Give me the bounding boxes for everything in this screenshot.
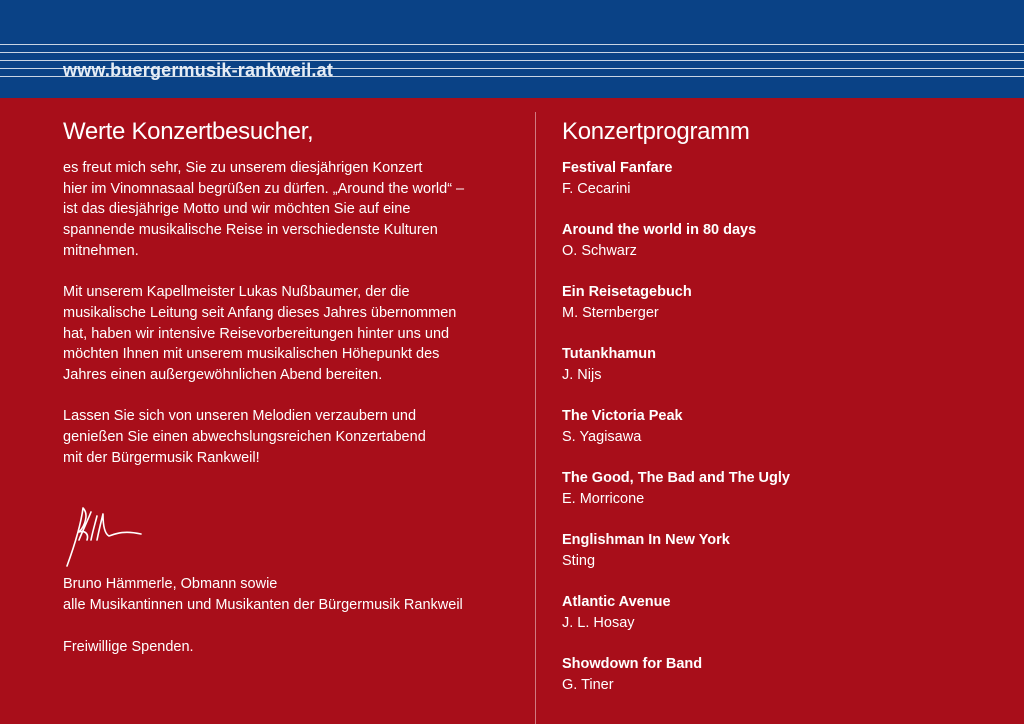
piece-title: The Good, The Bad and The Ugly [562,470,790,486]
piece-title: The Victoria Peak [562,408,683,424]
piece-title: Festival Fanfare [562,160,673,176]
composer-name: S. Yagisawa [562,428,642,445]
program-item [562,530,1002,592]
composer-name: Sting [562,552,596,569]
composer-name: J. L. Hosay [562,614,635,631]
letter-body [63,158,523,469]
letter-paragraph: Mit unserem Kapellmeister Lukas Nußbaumer, der die musikalische Leitung seit Anfang dieses Jahres übernommen hat, haben wir intensive Reisevorbereitungen hinter uns und möchten Ihnen mit unserem musikalischen Höhepunkt des Jahres einen außergewöhnlichen Abend bereiten. [63,284,457,384]
piece-title: Ein Reisetagebuch [562,284,692,300]
letter-heading: Werte Konzertbesucher, [63,118,314,145]
composer-name: J. Nijs [562,366,602,383]
column-divider [535,112,536,724]
composer-name: M. Sternberger [562,304,659,321]
program-item [562,406,1002,468]
piece-title: Around the world in 80 days [562,222,757,238]
staff-line [0,52,1024,53]
concert-program [562,116,1002,716]
program-item [562,654,1002,716]
program-item [562,158,1002,220]
header-banner [0,0,1024,98]
composer-name: G. Tiner [562,676,614,693]
program-heading: Konzertprogramm [562,118,750,145]
composer-name: E. Morricone [562,490,645,507]
piece-title: Showdown for Band [562,656,703,672]
program-item [562,592,1002,654]
program-item [562,282,1002,344]
composer-name: O. Schwarz [562,242,637,259]
piece-title: Englishman In New York [562,532,730,548]
staff-line [0,44,1024,45]
signature-image [63,500,153,572]
program-list [562,158,1002,716]
composer-name: F. Cecarini [562,180,631,197]
program-item [562,344,1002,406]
program-item [562,220,1002,282]
program-item [562,468,1002,530]
letter-paragraph: Lassen Sie sich von unseren Melodien verzaubern und genießen Sie einen abwechslungsreichen Konzertabend mit der Bürgermusik Rankweil! [63,408,426,466]
letter-paragraph: es freut mich sehr, Sie zu unserem diesjährigen Konzert hier im Vinomnasaal begrüßen zu dürfen. „Around the world“ – ist das diesjährige Motto und wir möchten Sie auf eine spannende musikalische Reise in verschiedenste Kulturen mitnehmen. [63,160,465,259]
closing-signature-text: Bruno Hämmerle, Obmann sowie alle Musikantinnen und Musikanten der Bürgermusik Rankweil [63,576,463,613]
piece-title: Tutankhamun [562,346,656,362]
website-url[interactable]: www.buergermusik-rankweil.at [63,60,334,80]
piece-title: Atlantic Avenue [562,594,671,610]
donation-note: Freiwillige Spenden. [63,639,194,655]
welcome-letter [63,116,523,469]
